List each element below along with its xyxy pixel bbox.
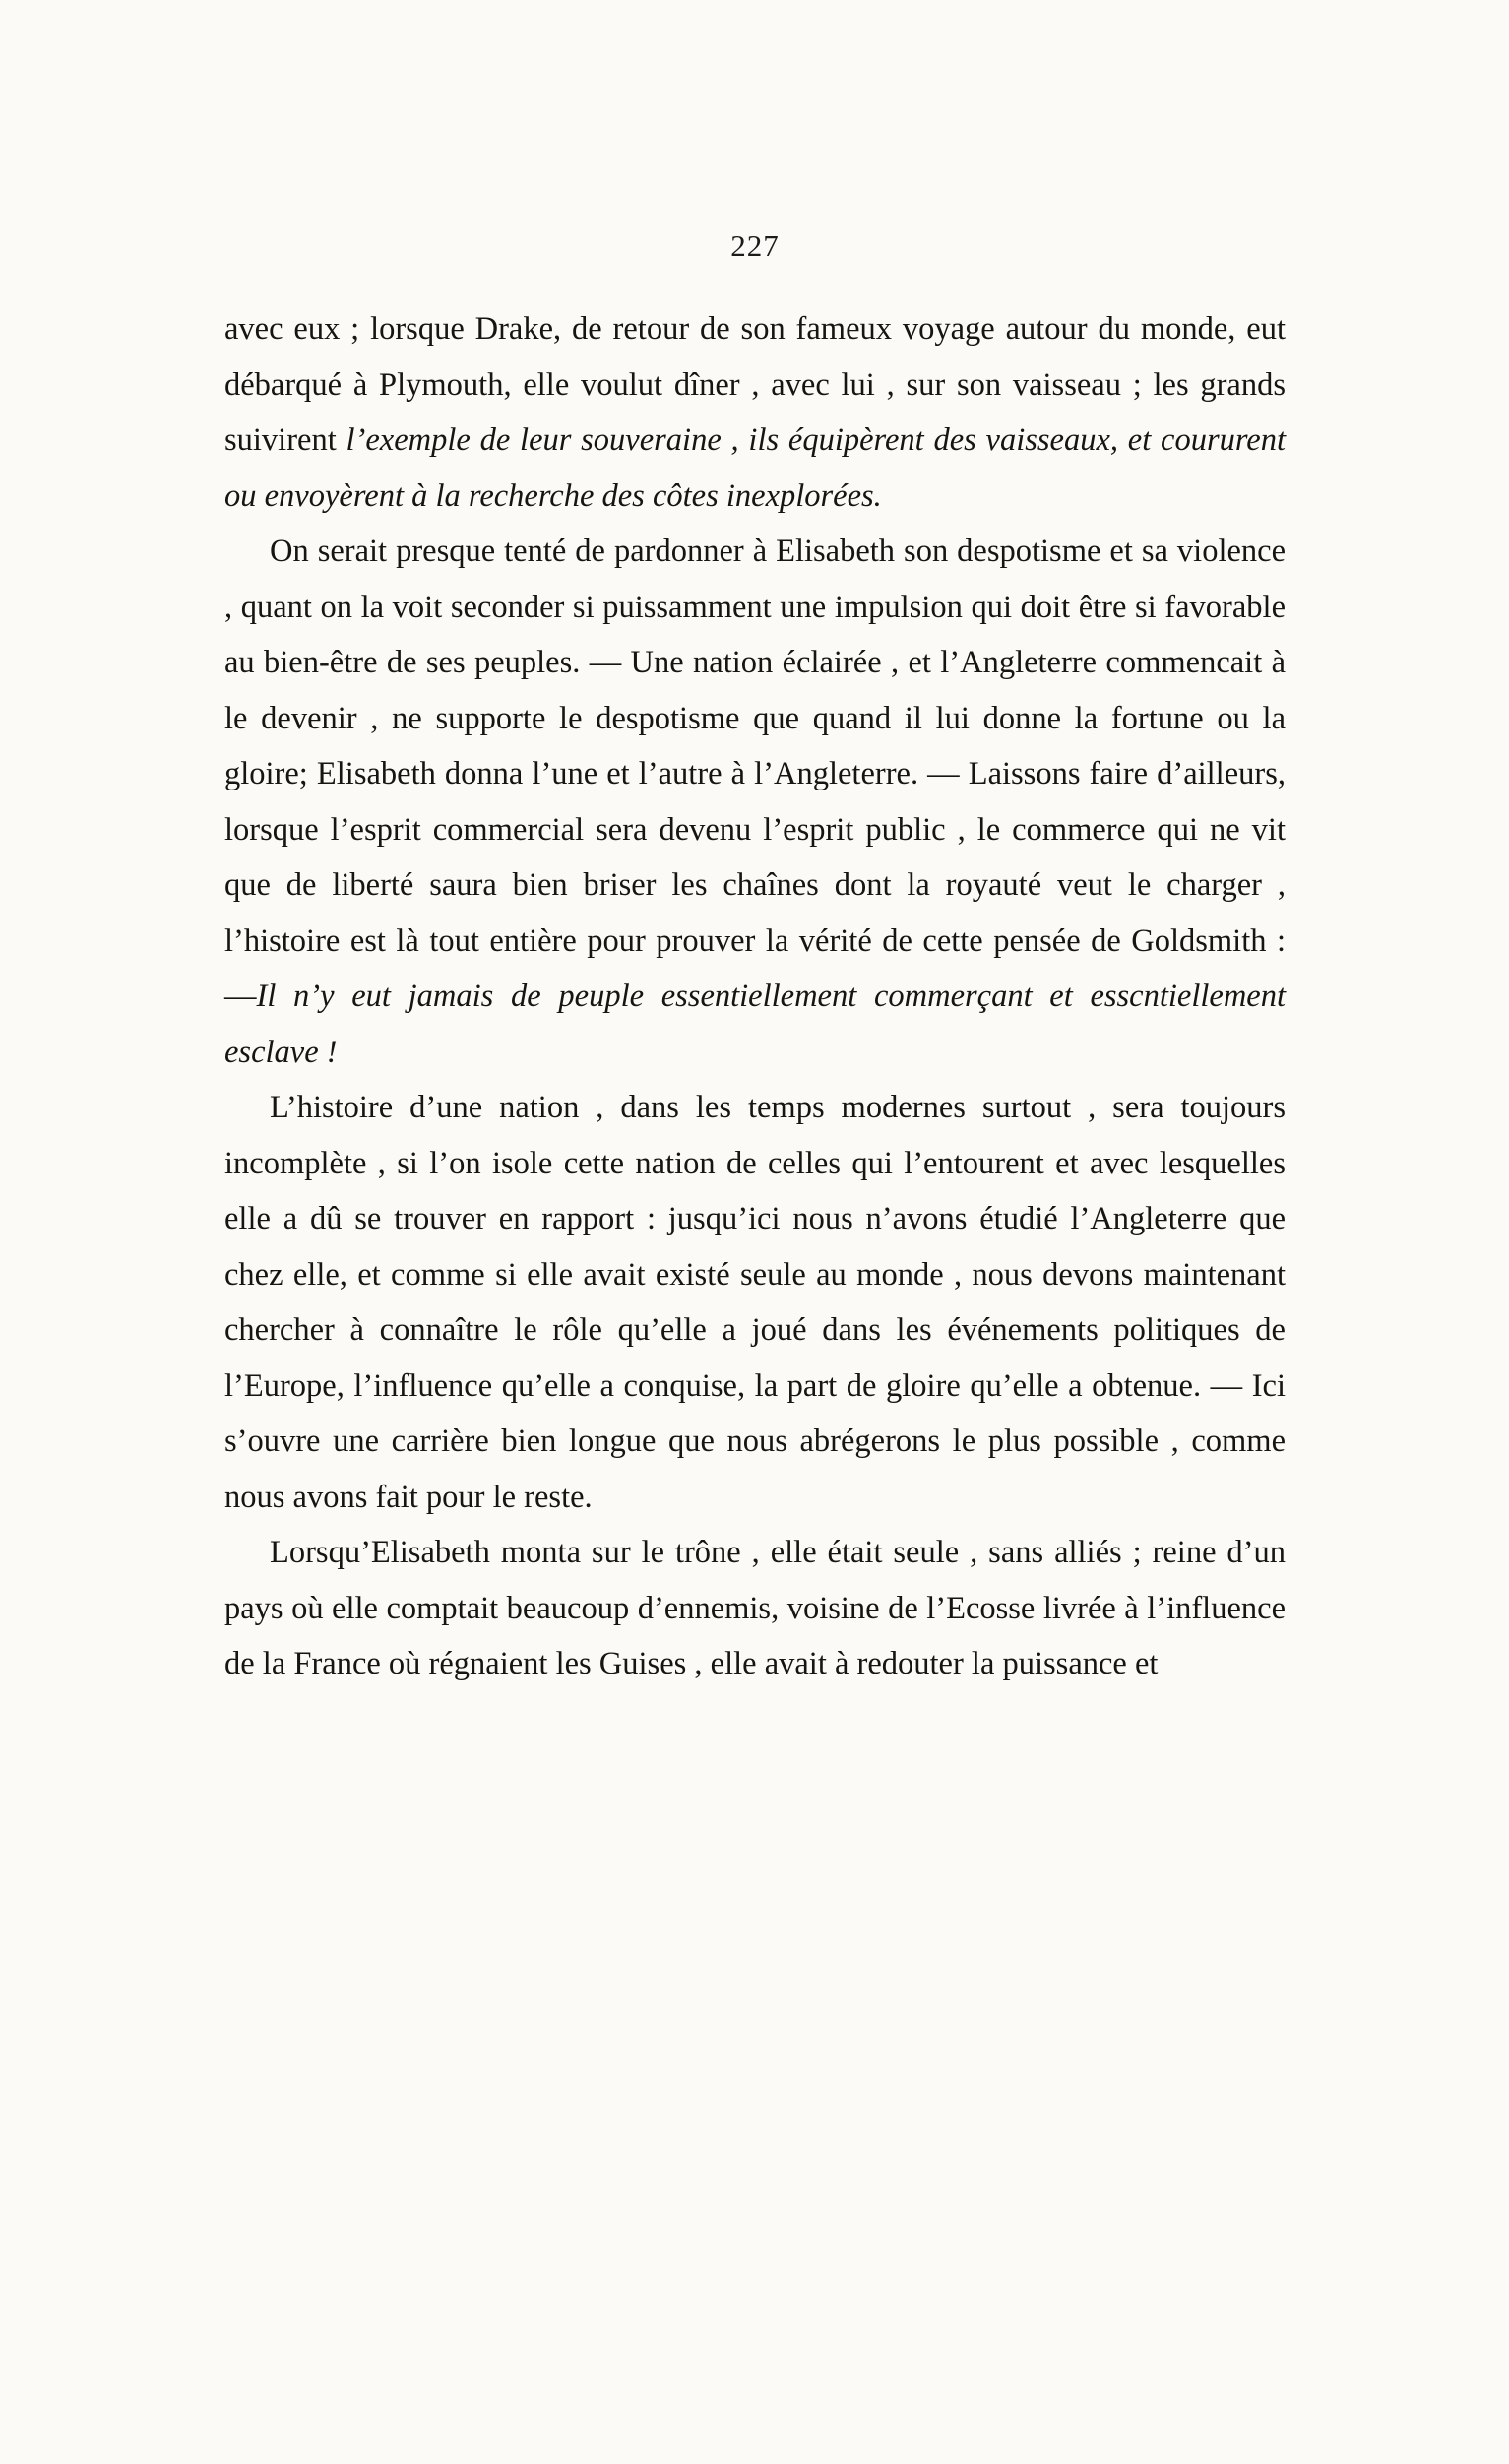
- text-run: avec eux ; lorsque Drake, de retour de son fameux voyage autour du monde, eut débarqué à Plymouth, elle voulut dîner , avec lui , sur son vaisseau ; les grands suivirent: [224, 311, 1286, 458]
- page-number: 227: [730, 228, 780, 263]
- text-run: L’histoire d’une nation , dans les temps modernes surtout , sera toujours incomplète , si l’on isole cette nation de celles qui l’entourent et avec lesquelles elle a dû se trouver en rapport : jusqu’ici nous n’avons étudié l’Angleterre que chez elle, et comme si elle avait existé seule au monde , nous devons maintenant chercher à connaître le rôle qu’elle a joué dans les événements politiques de l’Europe, l’influence qu’elle a conquise, la part de gloire qu’elle a obtenue. — Ici s’ouvre une carrière bien longue que nous abrégerons le plus possible , comme nous avons fait pour le reste.: [224, 1090, 1286, 1515]
- body-text: [224, 301, 1286, 1692]
- text-run: Lorsqu’Elisabeth monta sur le trône , elle était seule , sans alliés ; reine d’un pays où elle comptait beaucoup d’ennemis, voisine de l’Ecosse livrée à l’influence de la France où régnaient les Guises , elle avait à redouter la puissance et: [224, 1535, 1286, 1681]
- page-content: [224, 228, 1286, 1692]
- text-run-italic: Il n’y eut jamais de peuple essentiellement commerçant et esscntiellement esclave !: [224, 979, 1286, 1070]
- text-run-italic: l’exemple de leur souveraine , ils équipèrent des vaisseaux, et coururent ou envoyèrent à la recherche des côtes inexplorées.: [224, 422, 1287, 514]
- paragraph-1: [224, 301, 1286, 524]
- paragraph-4: [224, 1525, 1286, 1692]
- text-run: On serait presque tenté de pardonner à Elisabeth son despotisme et sa violence , quant on la voit seconder si puissamment une impulsion qui doit être si favorable au bien-être de ses peuples. — Une nation éclairée , et l’Angleterre commencait à le devenir , ne supporte le despotisme que quand il lui donne la fortune ou la gloire; Elisabeth donna l’une et l’autre à l’Angleterre. — Laissons faire d’ailleurs, lorsque l’esprit commercial sera devenu l’esprit public , le commerce qui ne vit que de liberté saura bien briser les chaînes dont la royauté veut le charger , l’histoire est là tout entière pour prouver la vérité de cette pensée de Goldsmith : —: [224, 534, 1286, 1014]
- paragraph-2: [224, 524, 1286, 1080]
- paragraph-3: [224, 1080, 1286, 1525]
